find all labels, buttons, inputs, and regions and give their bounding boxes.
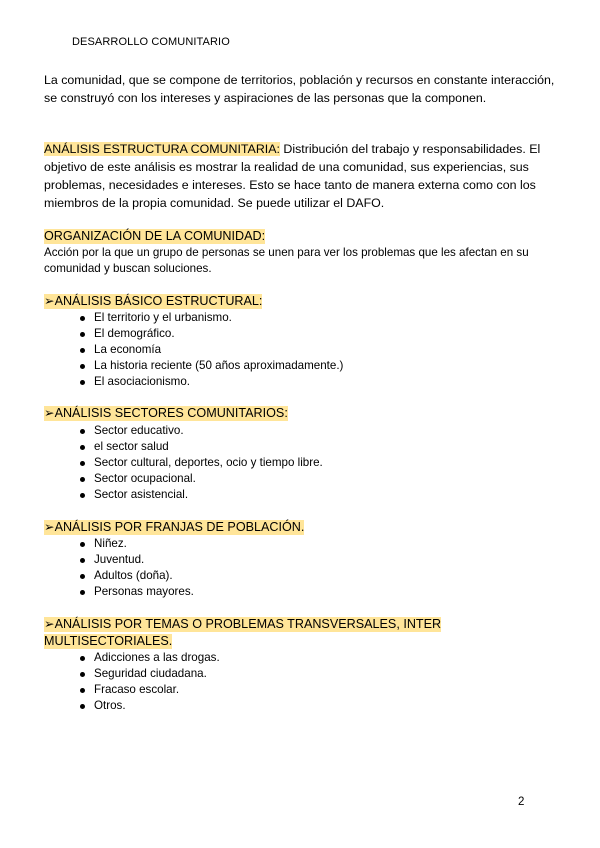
arrow-bullet-icon: ➢ [44, 520, 55, 534]
list-item: Sector educativo. [78, 423, 323, 439]
section-title: ANÁLISIS BÁSICO ESTRUCTURAL: [54, 294, 263, 308]
bullet-list [78, 650, 220, 714]
list-item: La economía [78, 342, 343, 358]
page-header: DESARROLLO COMUNITARIO [72, 36, 230, 48]
section-title: ANÁLISIS POR TEMAS O PROBLEMAS TRANSVERSALES, INTER MULTISECTORIALES. [44, 617, 442, 648]
list-item: El asociacionismo. [78, 374, 343, 390]
intro-paragraph: La comunidad, que se compone de territorios, población y recursos en constante interacción, se construyó con los intereses y aspiraciones de las personas que la componen. [44, 73, 555, 105]
bullet-list [78, 536, 194, 600]
list-item: El territorio y el urbanismo. [78, 310, 343, 326]
list-item: Juventud. [78, 552, 194, 568]
arrow-bullet-icon: ➢ [44, 406, 55, 420]
list-item: el sector salud [78, 439, 323, 455]
organizacion-heading [44, 228, 564, 244]
section-heading [44, 519, 564, 535]
page-number: 2 [518, 796, 525, 808]
section-heading [44, 616, 484, 650]
list-item: Niñez. [78, 536, 194, 552]
organizacion-text: Acción por la que un grupo de personas se unen para ver los problemas que les afectan en su comunidad y buscan soluciones. [44, 246, 529, 275]
list-item: Adultos (doña). [78, 568, 194, 584]
analisis-estructura-title: ANÁLISIS ESTRUCTURA COMUNITARIA: [44, 142, 280, 156]
arrow-bullet-icon: ➢ [44, 294, 55, 308]
bullet-list [78, 423, 323, 503]
list-item: Seguridad ciudadana. [78, 666, 220, 682]
list-item: Fracaso escolar. [78, 682, 220, 698]
analisis-estructura-paragraph [44, 140, 556, 212]
section-heading [44, 405, 564, 421]
organizacion-title: ORGANIZACIÓN DE LA COMUNIDAD: [44, 229, 266, 243]
list-item: Adicciones a las drogas. [78, 650, 220, 666]
arrow-bullet-icon: ➢ [44, 617, 55, 631]
section-heading [44, 293, 564, 309]
section-title: ANÁLISIS SECTORES COMUNITARIOS: [54, 406, 288, 420]
list-item: Sector cultural, deportes, ocio y tiempo libre. [78, 455, 323, 471]
list-item: Otros. [78, 698, 220, 714]
analisis-estructura-text: Distribución del trabajo y responsabilidades. El objetivo de este análisis es mostrar la realidad de una comunidad, sus experiencias, sus problemas, necesidades e intereses. Esto se hace tanto de manera externa como con los miembros de la propia comunidad. Se puede utilizar el DAFO. [44, 142, 541, 210]
section-title: ANÁLISIS POR FRANJAS DE POBLACIÓN. [54, 520, 305, 534]
list-item: El demográfico. [78, 326, 343, 342]
list-item: Sector asistencial. [78, 487, 323, 503]
bullet-list [78, 310, 343, 390]
list-item: Sector ocupacional. [78, 471, 323, 487]
list-item: Personas mayores. [78, 584, 194, 600]
list-item: La historia reciente (50 años aproximadamente.) [78, 358, 343, 374]
